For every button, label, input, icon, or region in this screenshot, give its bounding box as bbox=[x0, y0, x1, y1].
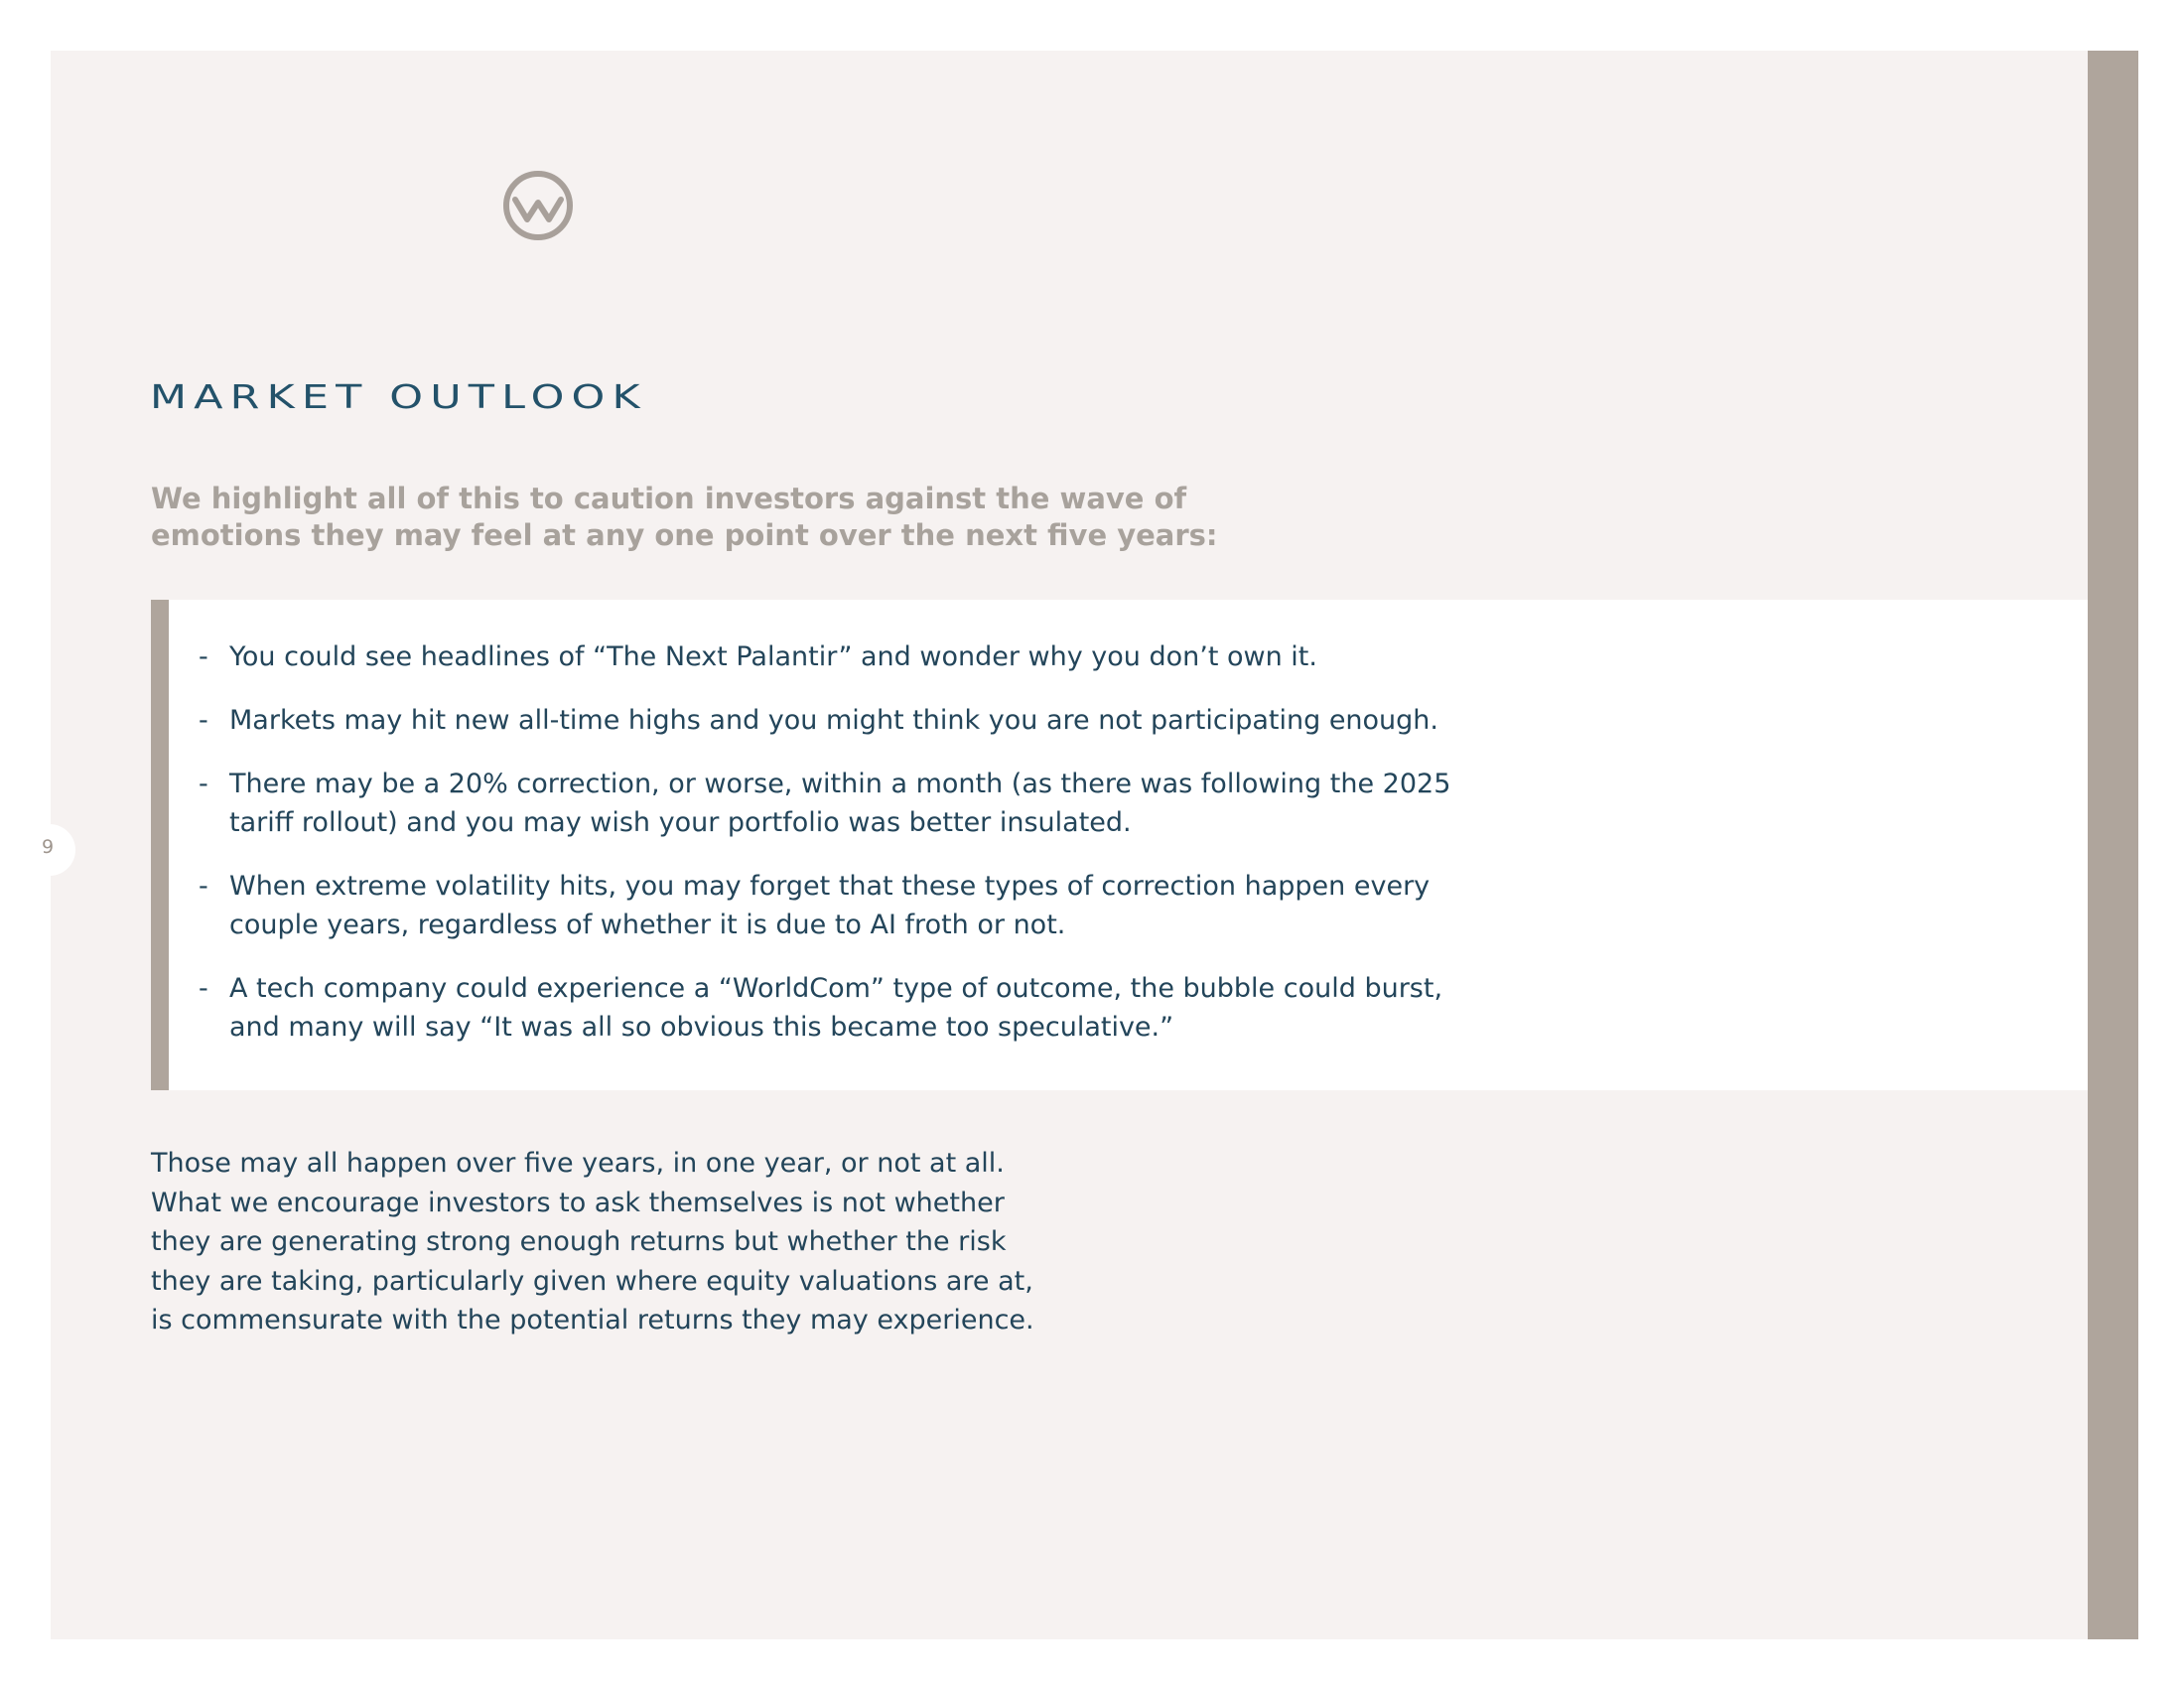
list-dash: - bbox=[199, 705, 208, 736]
list-dash: - bbox=[199, 641, 208, 672]
closing-line: Those may all happen over five years, in one year, or not at all. bbox=[151, 1148, 1005, 1179]
closing-paragraph bbox=[151, 1144, 1104, 1340]
list-item-line: You could see headlines of “The Next Palantir” and wonder why you don’t own it. bbox=[229, 641, 1317, 672]
closing-line: they are taking, particularly given where equity valuations are at, bbox=[151, 1265, 1033, 1297]
list-item-line: and many will say “It was all so obvious this became too speculative.” bbox=[229, 1012, 1174, 1043]
list-item-line: When extreme volatility hits, you may forget that these types of correction happen every bbox=[229, 871, 1431, 902]
list-item-line: tariff rollout) and you may wish your portfolio was better insulated. bbox=[229, 807, 1132, 838]
list-item-line: Markets may hit new all-time highs and you might think you are not participating enough. bbox=[229, 705, 1439, 736]
list-item-line: couple years, regardless of whether it is due to AI froth or not. bbox=[229, 910, 1066, 940]
lead-paragraph: We highlight all of this to caution investors against the wave of emotions they may feel at any one point over the next five years: bbox=[151, 482, 1218, 552]
list-item bbox=[199, 701, 1668, 740]
section-title: MARKET OUTLOOK bbox=[150, 377, 647, 416]
callout-accent-bar bbox=[151, 600, 169, 1090]
callout-box bbox=[151, 600, 2088, 1090]
callout-list bbox=[199, 637, 1668, 1071]
list-dash: - bbox=[199, 769, 208, 799]
list-item-line: A tech company could experience a “WorldCom” type of outcome, the bubble could burst, bbox=[229, 973, 1443, 1004]
side-accent-bar bbox=[2088, 51, 2138, 1639]
page-number: 9 bbox=[42, 836, 55, 858]
list-item bbox=[199, 637, 1668, 676]
list-item bbox=[199, 867, 1668, 944]
circle-wave-logo-icon bbox=[502, 170, 574, 241]
list-dash: - bbox=[199, 871, 208, 902]
list-dash: - bbox=[199, 973, 208, 1004]
list-item bbox=[199, 969, 1668, 1047]
closing-line: is commensurate with the potential returns they may experience. bbox=[151, 1305, 1034, 1336]
closing-line: What we encourage investors to ask themselves is not whether bbox=[151, 1187, 1005, 1218]
list-item bbox=[199, 765, 1668, 842]
closing-line: they are generating strong enough returns but whether the risk bbox=[151, 1226, 1007, 1257]
list-item-line: There may be a 20% correction, or worse, within a month (as there was following the 2025 bbox=[229, 769, 1451, 799]
